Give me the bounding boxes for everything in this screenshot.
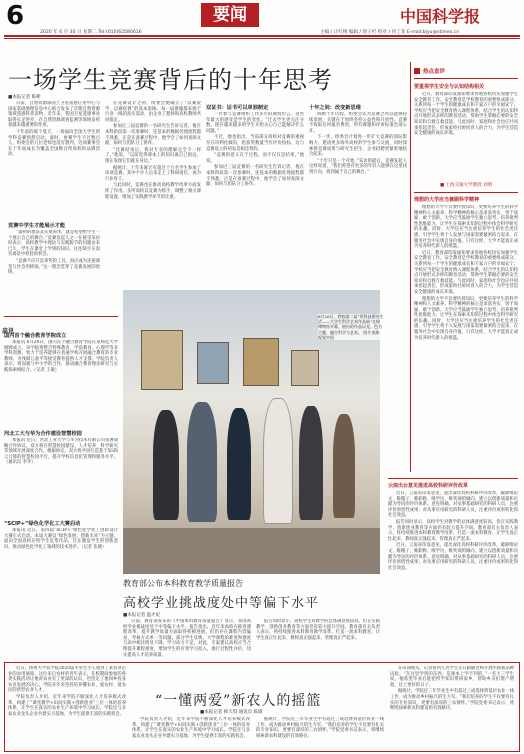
brief-badge — [2, 318, 40, 335]
paragraph: “竞赛的意义在于过程，而不仅仅是结果。”他说。 — [206, 153, 304, 164]
paragraph: 近日，扬州大学农学院2020届毕业生小王收到了某农业企业的录用通知。这位来自农村的青年表示，在校期间参加的各类实践活动让他对农业有了更深的认识，也坚定了他回乡投身农业发展的决心。学院多年来坚持培养懂农业、爱农村、爱农民的新型农业人才。 — [8, 666, 126, 694]
visitor-figure — [153, 410, 179, 520]
paragraph: “十年只是一个开始。”采访的最后，竞赛发起人这样说道，“我们希望有更多的年轻人能够在这里找到方向，找到属于自己的舞台。” — [309, 158, 407, 175]
paragraph: 据统计，学院近三年毕业生中有超过三成选择到基层农业一线工作，成为推动乡村振兴的生力军。“我们培养的学生不仅要有扎实的专业知识，更要有深厚的三农情怀。”学院党委书记表示，将继续探索新农科建设的有效路径。 — [390, 689, 514, 712]
paragraph: 近日，云南省印发意见，提出深化高校科研评价改革，破除唯论文、唯帽子、唯职称、唯学历、唯奖项的倾向，建立以创新质量和贡献为导向的评价体系。意见明确，对从事基础研究的科研人员，注重评价原创性成果；对从事应用研究的科研人员，注重评价成果转化和社会效益。 — [388, 543, 518, 571]
tag-marker-icon — [414, 68, 420, 74]
opinion-1-title: 要重视学生安全与认知结构相关 — [414, 84, 485, 90]
feature-byline: ■本报记者 温才妃 — [123, 613, 161, 618]
brief-2-title: 河北工大与华为合作建设智慧校园 — [4, 431, 82, 437]
paragraph: 在田间地头，记者看到几名学生正在跟随老师开展水稻新品种试验。“在这里学到的东西，是课本上学不到的。”一名大三学生说，他希望毕业后能把所学知识带回家乡，帮助乡亲们增产增收，过上更好的日子。 — [390, 666, 514, 688]
paragraph: 下一步，组委会计划进一步扩大竞赛的国际影响力，邀请更多海外高校的学生参与交流，同时探索将竞赛成果与研究生招生、企业招聘更紧密地结合起来。 — [309, 135, 407, 158]
editor-line: 主编 / 计红梅 编辑 / 唐子杉 校对 / 何工菲 E-mail:bjyu@stimes.cn — [320, 30, 460, 35]
lead-column-2 — [105, 101, 201, 311]
brief-2-text — [4, 438, 118, 516]
lead-column-1 — [8, 101, 100, 219]
opinion-2-text — [414, 205, 518, 467]
right-column-divider — [410, 62, 411, 472]
paragraph: 十年前的那个夏天，一场面向全国大学生的学科竞赛悄然启动。彼时，参赛学生不过数百人，组委会的几位老师也没有想到，这项赛事会在十年间成长为覆盖全国数百所高校的品牌活动。 — [8, 129, 100, 158]
paragraph: 参加过三届竞赛的一名研究生告诉记者，他在本科阶段第一次参赛时，连基本的数据处理流程都不熟悉，正是在备赛过程中，他学会了如何查阅文献、如何与团队分工协作。 — [105, 124, 201, 147]
news-3-title: 云南出台意见推进高校科研评价改革 — [388, 483, 469, 489]
paragraph: “竞赛不应只是拿奖的工具，而应成为连接课堂与社会的桥梁。”这一理念贯穿了竞赛发展的始终。 — [8, 258, 100, 276]
paragraph: “比赛结束后，我对专业的理解完全不一样了。”他说，“以前觉得课本上的知识离自己很远，现在发现它们就在身边。” — [105, 147, 201, 164]
paragraph: 报告同时显示，高校学生对教学的总体满意度较高，但在实践教学、创新创业教育等方面仍有较大提升空间。教育部有关负责人表示，将持续推进本科教育教学改革，打造一流本科教育，让学生真正忙起来、教师真正强起来、管理真正严起来。 — [388, 519, 518, 542]
visitor-figure — [299, 406, 323, 520]
bottom-byline: ■本报记者 韩天琪 通讯员 陈瑜 — [200, 710, 263, 715]
paragraph: 与此同时，竞赛也在推动高校教学改革方面发挥了作用。多所高校以竞赛为抓手，调整了相关课程设置，增加了实践教学环节的比重。 — [105, 183, 201, 200]
paragraph: 日前，自然资源部国土卫星遥感应用中心与国家基础地理信息中心联合发布了首期自然资源领域遥感科普读物。近年来，我国卫星遥感事业取得长足进步，在自然资源调查监测等领域发挥着越来越重要的作用。 — [8, 101, 100, 129]
brief-3-title: “SCIP+”绿色化学化工大赛启动 — [4, 521, 81, 527]
visitor-figure — [187, 402, 217, 522]
lead-headline: 一场学生竞赛背后的十年思考 — [8, 66, 333, 94]
header-rule-thin — [4, 38, 520, 39]
opinion-tag-label: 热点直评 — [423, 69, 446, 75]
paragraph: 不过，他也指出，当前部分高校对竞赛的重视存在功利化倾向，把获奖数量当作评价指标，这与竞赛设立的初衷是相违背的。 — [206, 135, 304, 152]
brief-badge-label: 高讯 — [2, 328, 15, 335]
bottom-column-4 — [390, 666, 514, 748]
lead-column-3 — [206, 112, 304, 310]
photo-caption: 6月26日，我校第二届“用科技照亮生活——大学生科学艺术作品展”在校博物馆开幕，展出的作品以光、色为主题，融合科学与艺术。 图片来源：视觉中国 — [318, 314, 384, 340]
opinion-1-author: ■ 上海交通大学教授 刘明 — [440, 183, 493, 188]
paragraph: 理想的大学不仅要传授知识，更要培养学生的科学精神和人文素养。科学精神的核心是求真务实、勇于质疑、敢于创新。大学应当鼓励学生独立思考，培养批判性思维能力，让学生在探索未知的过程中体会科学研究的乐趣。同时，大学还应当注重培养学生的社会责任感，引导学生将个人发展与国家需要紧密结合起来，在服务社会中实现自身价值。只有这样，大学才能真正成为培养时代新人的摇篮。 — [414, 205, 518, 250]
page-number: 6 — [6, 1, 25, 31]
paragraph: 近日，教育部印发通知要求各地各校切实加强学生安全教育工作。安全教育是学校教育的重要组成部分，关系到每一个学生的健康成长和千家万户的幸福安宁。学校应当把安全教育纳入课程体系，结合学生的认知特点开展形式多样的教育活动，帮助学生掌握必要的安全知识和自救互救技能。与此同时，家庭和社会也应共同承担起责任，形成家校社协同育人的合力，为学生营造安全健康的成长环境。 — [414, 250, 518, 295]
feature-column-2 — [256, 619, 380, 657]
feature-column-1 — [123, 619, 251, 657]
issue-line: 2020 年 6 月 30 日 星期二 Tel:(010)62580616 — [40, 30, 142, 35]
lead-subhead-1: 竞赛中学生才能展示才能 — [8, 223, 66, 229]
bottom-headline: “一懂两爱”新农人的摇篮 — [155, 693, 322, 709]
bottom-column-3 — [256, 717, 384, 748]
paragraph: 参加过三届竞赛的一名研究生告诉记者，他在本科阶段第一次参赛时，连基本的数据处理流程都不熟悉，正是在备赛过程中，他学会了如何查阅文献、如何与团队分工协作。 — [206, 165, 304, 188]
brief-rule — [4, 316, 118, 317]
paragraph: 据统计，十年来累计有超过十万名学生参加了该项竞赛，其中不少人后来走上了科研岗位，成为行业骨干。 — [105, 165, 201, 182]
artwork-frame — [243, 338, 279, 386]
paragraph: 本报讯 6月28日，国内首个融合教育学院在某师范大学揭牌成立。该学院将整合特殊教育、学前教育、心理学等多学科资源，致力于培养能够在普通学校开展融合教育的专业教师，为残障儿童平等接受教育提供人才支撑。学院负责人表示，将加强与中小学的合作，推动融合教育理论研究与实践探索相结合。（记者 王敏） — [4, 340, 118, 373]
artwork-frame — [291, 350, 319, 386]
feature-headline: 高校学业挑战度处中等偏下水平 — [123, 596, 320, 611]
masthead-logo: 中国科学报 — [399, 7, 480, 26]
visitor-figure — [333, 414, 355, 518]
visitor-figure — [263, 398, 293, 524]
brief-3-text — [4, 528, 118, 590]
section-badge: 要闻 — [201, 3, 259, 27]
paragraph: 日前，教育部发布的《中国本科教育质量报告》显示，我国高校学业挑战度处于中等偏下水平。报告指出，近年来高校在推进课程改革、提升教学质量方面取得积极进展，但仍存在课程内容偏易、考核方式单一等问题。部分学生反映，大学课程的难度和强度与高中相比明显下降，学习动力不足。对此，专家建议高校应当合理提升课程难度，增加学生的有效学习投入，推行过程性评价，切实提高人才培养质量。 — [123, 619, 251, 657]
bottom-column-2 — [132, 717, 250, 748]
paragraph: 近日，云南省印发意见，提出深化高校科研评价改革，破除唯论文、唯帽子、唯职称、唯学历、唯奖项的倾向，建立以创新质量和贡献为导向的评价体系。意见明确，对从事基础研究的科研人员，注重评价原创性成果；对从事应用研究的科研人员，注重评价成果转化和社会效益。 — [388, 491, 518, 519]
paragraph: “最初的想法其实很简单，就是希望给学生一个展示自己的舞台。”竞赛发起人之一在接受采访时表示，高校教学中理论与实践脱节的问题由来已久，学生在课堂上学到的知识，往往缺少在真实场景中检验的机会。 — [8, 230, 100, 258]
brief-1-title: 国内首个融合教育学院成立 — [4, 333, 67, 339]
paragraph: 在竞赛设计之初，组委会便确立了“以赛促学、以赛促教”的基本思路。每一届赛题都来源于行业一线的真实需求，由企业工程师和高校教师共同拟定。 — [105, 101, 201, 123]
artwork-frame — [197, 342, 229, 384]
opinion-2-title: 理想的大学应当兼顾科学精神 — [414, 197, 480, 203]
lead-column-4 — [309, 112, 407, 310]
opinion-1-text — [414, 92, 518, 180]
lead-subhead-2: 双证书：证书可以单独制定 — [206, 105, 269, 111]
right-rule — [414, 192, 518, 193]
paragraph: 报告同时显示，高校学生对教学的总体满意度较高，但在实践教学、创新创业教育等方面仍有较大提升空间。教育部有关负责人表示，将持续推进本科教育教学改革，打造一流本科教育，让学生真正忙起来、教师真正强起来、管理真正严起来。 — [256, 619, 380, 641]
bottom-column-1 — [8, 666, 126, 748]
paragraph: 据统计，学院近三年毕业生中有超过三成选择到基层农业一线工作，成为推动乡村振兴的生力军。“我们培养的学生不仅要有扎实的专业知识，更要有深厚的三农情怀。”学院党委书记表示，将继续探索新农科建设的有效路径。 — [256, 717, 384, 739]
page-header — [0, 0, 524, 38]
brief-1-text — [4, 340, 118, 426]
paragraph: 一位参与竞赛组织工作多年的教授坦言，这些年最大的感受是学生的变化。“过去学生更关注分数，现在越来越多的学生开始关心自己能解决什么问题。” — [206, 112, 304, 134]
lead-subhead-3: 十年之间：改变新思维 — [309, 105, 361, 111]
lead-byline: ■本报记者 陈彬 — [8, 95, 41, 100]
feature-kicker: 教育部公布本科教育教学质量报告 — [123, 579, 243, 588]
paragraph: 理想的大学不仅要传授知识，更要培养学生的科学精神和人文素养。科学精神的核心是求真务实、勇于质疑、敢于创新。大学应当鼓励学生独立思考，培养批判性思维能力，让学生在探索未知的过程中体会科学研究的乐趣。同时，大学还应当注重培养学生的社会责任感，引导学生将个人发展与国家需要紧密结合起来，在服务社会中实现自身价值。只有这样，大学才能真正成为培养时代新人的摇篮。 — [414, 296, 518, 341]
paragraph: 回顾十年历程，组委会认为竞赛之所以能够持续发展，关键在于始终坚持公益性和开放性。竞赛不收取任何报名费用，所有赛题和评审标准全部公开。 — [309, 112, 407, 134]
visitor-figure — [227, 408, 251, 520]
header-rule — [4, 35, 520, 37]
opinion-tag — [414, 67, 518, 76]
artwork-frame — [141, 330, 183, 390]
floor — [123, 528, 380, 574]
right-rule — [414, 78, 518, 79]
paragraph: 学院负责人介绍，近年来学院不断深化人才培养模式改革，构建了“课堂教学+田间实践+创新创业”三位一体的培养体系，让学生在真实的农业生产环境中学习成长。学院还与多家农业龙头企业共建实习基地，为学生提供丰富的实践机会。 — [132, 717, 250, 739]
news-3-text — [388, 491, 518, 651]
paragraph: 本报讯 近日，河北工业大学与华为技术有限公司签署战略合作协议，双方将在智慧校园建设、人才培养、科学研究等领域开展深度合作。根据协议，双方将共同打造基于5G和云计算的智慧校园平台，提升学校信息化管理和服务水平。（通讯员 李华） — [4, 438, 118, 466]
lead-column-1b — [8, 230, 100, 310]
paragraph: 学院负责人介绍，近年来学院不断深化人才培养模式改革，构建了“课堂教学+田间实践+创新创业”三位一体的培养体系，让学生在真实的农业生产环境中学习成长。学院还与多家农业龙头企业共建实习基地，为学生提供丰富的实践机会。 — [8, 694, 126, 717]
paragraph: 本报讯 近日，第四届“SCIP+”绿色化学化工创新设计大赛正式启动。本届大赛以“绿色发展、创新未来”为主题，面向全国高校在校学生征集作品，旨在激发学生的创新意识，推动绿色化学化工领域的技术进步。（记者 张晓） — [4, 528, 118, 550]
right-rule — [388, 478, 518, 479]
paragraph: 近日，教育部印发通知要求各地各校切实加强学生安全教育工作。安全教育是学校教育的重要组成部分，关系到每一个学生的健康成长和千家万户的幸福安宁。学校应当把安全教育纳入课程体系，结合学生的认知特点开展形式多样的教育活动，帮助学生掌握必要的安全知识和自救互救技能。与此同时，家庭和社会也应共同承担起责任，形成家校社协同育人的合力，为学生营造安全健康的成长环境。 — [414, 92, 518, 137]
